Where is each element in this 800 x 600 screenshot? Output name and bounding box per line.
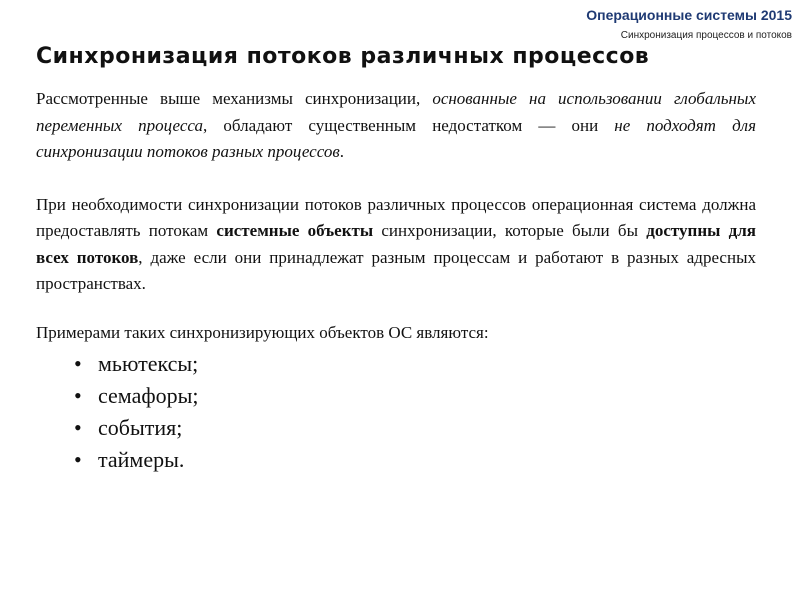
p1-text-1: Рассмотренные выше механизмы синхронизации, xyxy=(36,89,433,108)
bullet-icon: • xyxy=(74,447,82,472)
bullet-icon: • xyxy=(74,415,82,440)
list-item xyxy=(72,412,756,444)
p2-bold-1: системные объекты xyxy=(216,221,374,240)
slide-header xyxy=(586,6,792,42)
p1-italic-2: не подходят для синхронизации потоков разных процессов xyxy=(36,115,756,161)
list-item xyxy=(72,444,756,476)
p2-text-1: При необходимости синхронизации потоков различных процессов операционная система должна предоставлять потокам xyxy=(36,194,756,240)
list-item-label: таймеры. xyxy=(98,447,185,472)
topic-title: Синхронизация процессов и потоков xyxy=(620,30,792,41)
p1-text-3: . xyxy=(339,142,344,161)
paragraph-1 xyxy=(36,86,756,166)
p2-text-2: синхронизации, которые были бы xyxy=(373,221,647,240)
slide-title: Синхронизация потоков различных процессов xyxy=(36,44,650,69)
slide-content xyxy=(36,86,756,476)
list-item-label: события; xyxy=(98,415,183,440)
paragraph-3: Примерами таких синхронизирующих объектов ОС являются: xyxy=(36,322,489,342)
bullet-icon: • xyxy=(74,383,82,408)
p1-italic-1: основанные на использовании глобальных переменных процесса xyxy=(36,89,756,135)
examples-list xyxy=(36,348,756,476)
list-item xyxy=(72,348,756,380)
course-title: Операционные системы 2015 xyxy=(586,7,792,23)
paragraph-2 xyxy=(36,192,756,298)
p2-bold-2: доступны для всех потоков xyxy=(36,221,756,267)
list-item-label: мьютексы; xyxy=(98,351,199,376)
bullet-icon: • xyxy=(74,351,82,376)
p2-text-3: , даже если они принадлежат разным процессам и работают в разных адресных пространствах. xyxy=(36,247,756,293)
list-item-label: семафоры; xyxy=(98,383,199,408)
p1-text-2: , обладают существенным недостатком — они xyxy=(203,115,615,135)
list-item xyxy=(72,380,756,412)
